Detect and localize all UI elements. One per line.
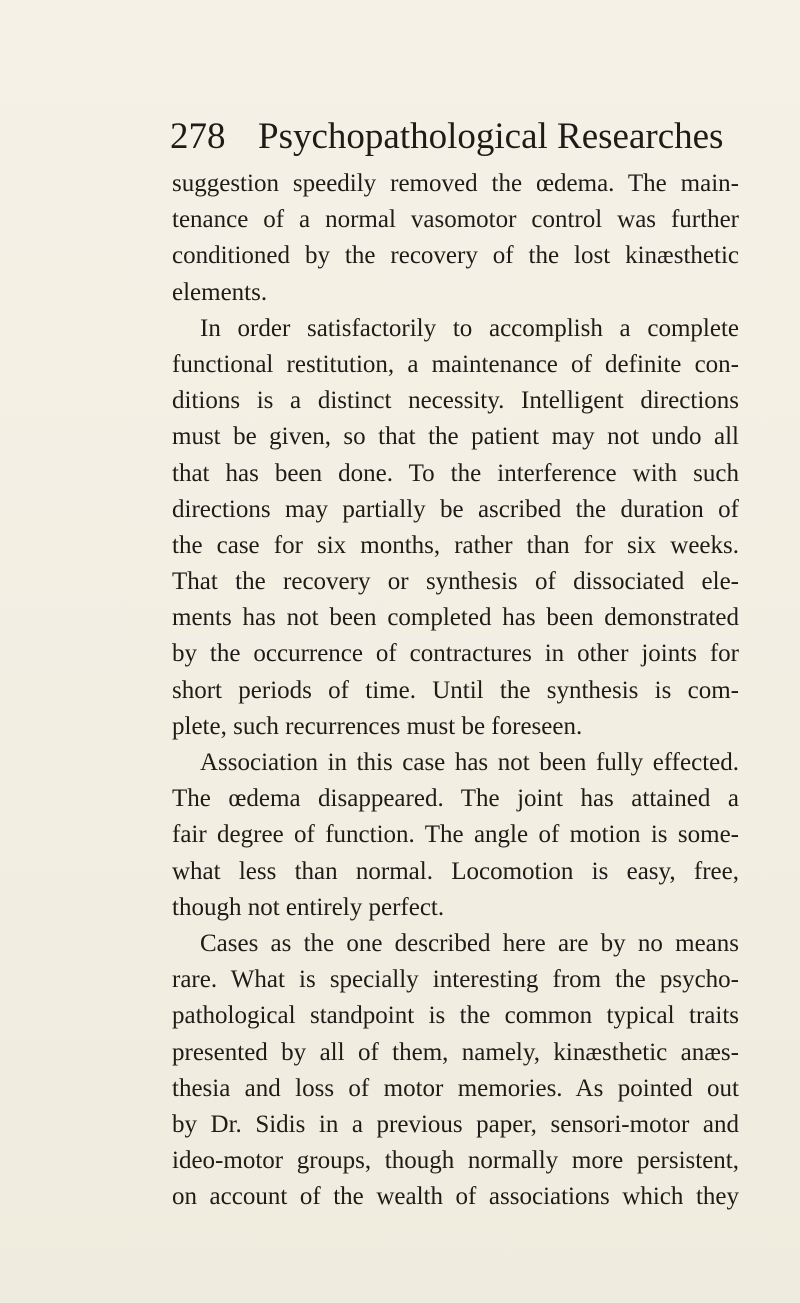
text-line: pathological standpoint is the common typical traits <box>172 1002 739 1030</box>
text-line: presented by all of them, namely, kinæsthetic anæs- <box>172 1038 739 1066</box>
text-line: plete, such recurrences must be foreseen. <box>172 712 583 740</box>
text-line: by Dr. Sidis in a previous paper, sensori-motor and <box>172 1110 739 1138</box>
text-line: Association in this case has not been fully effected. <box>200 749 739 776</box>
running-title: Psychopathological Researches <box>258 116 724 157</box>
text-line: what less than normal. Locomotion is easy, free, <box>172 857 739 885</box>
text-line: short periods of time. Until the synthesis is com- <box>172 676 739 704</box>
text-line: fair degree of function. The angle of motion is some- <box>172 821 739 849</box>
text-line: elements. <box>172 278 268 306</box>
text-line: on account of the wealth of associations which they <box>172 1183 739 1211</box>
page-number: 278 <box>170 116 226 157</box>
text-line: functional restitution, a maintenance of definite con- <box>172 350 739 378</box>
text-line: ments has not been completed has been demonstrated <box>172 604 739 632</box>
text-line: thesia and loss of motor memories. As pointed out <box>172 1074 739 1102</box>
text-line: must be given, so that the patient may not undo all <box>172 423 739 451</box>
text-line: directions may partially be ascribed the duration of <box>172 495 739 523</box>
text-line: Cases as the one described here are by no means <box>200 929 739 957</box>
text-line: rare. What is specially interesting from the psycho- <box>172 966 739 994</box>
text-line: That the recovery or synthesis of dissociated ele- <box>172 568 739 596</box>
text-line: suggestion speedily removed the œdema. The main- <box>172 170 739 197</box>
text-line: the case for six months, rather than for six weeks. <box>172 531 739 559</box>
text-line: The œdema disappeared. The joint has attained a <box>172 785 739 813</box>
text-line: by the occurrence of contractures in other joints for <box>172 640 739 668</box>
text-line: ditions is a distinct necessity. Intelligent directions <box>172 387 739 415</box>
text-line: ideo-motor groups, though normally more persistent, <box>172 1147 739 1175</box>
text-line: In order satisfactorily to accomplish a complete <box>200 314 739 342</box>
text-line: that has been done. To the interference with such <box>172 459 739 487</box>
page-header <box>170 112 730 162</box>
body-text <box>172 166 739 1215</box>
text-line: conditioned by the recovery of the lost kinæsthetic <box>172 242 739 270</box>
text-line: tenance of a normal vasomotor control was further <box>172 206 739 234</box>
text-line: though not entirely perfect. <box>172 893 445 921</box>
